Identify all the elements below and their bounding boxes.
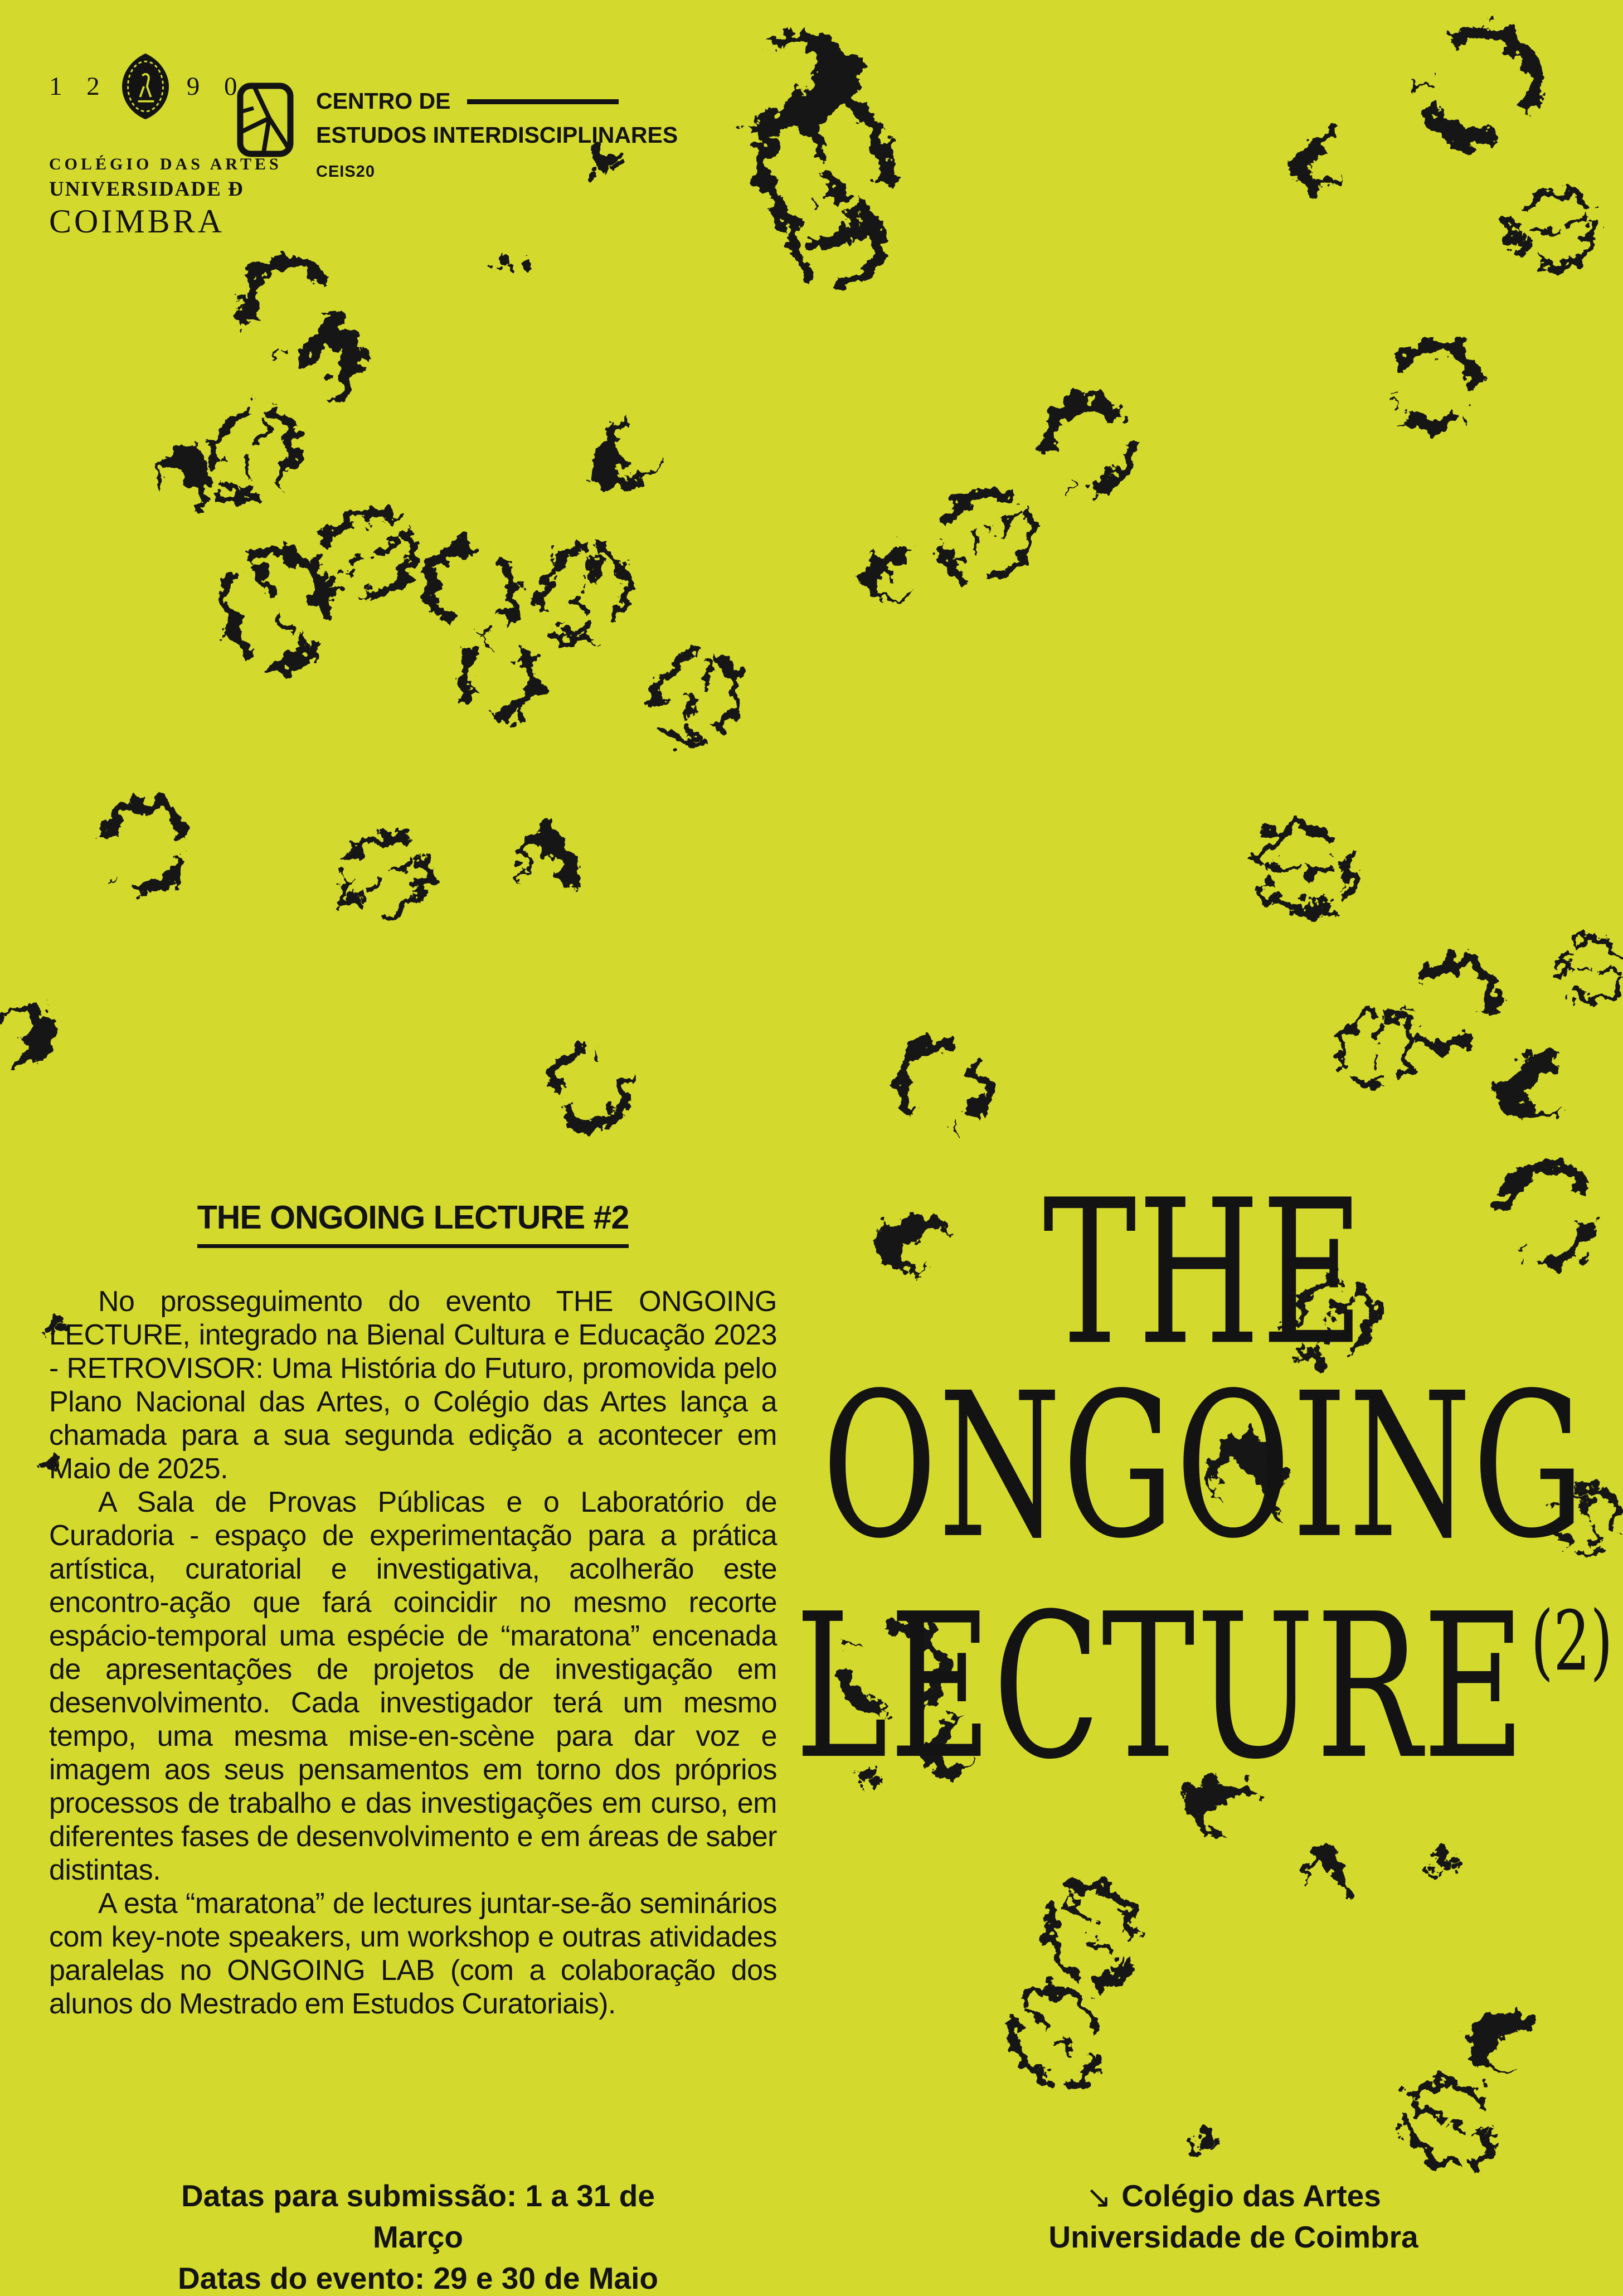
display-title [785,1157,1623,1804]
credits-college: Colégio das Artes [1121,2178,1381,2213]
display-title-line-lecture: LECTURE$^{(2)}$ [795,1571,1613,1804]
ceis20-logo-text [316,82,678,181]
article-heading [49,1198,777,1248]
article-column [49,1198,777,2021]
footer-credits [980,2175,1487,2258]
uc-year-prefix: 1 2 [49,72,109,101]
credits-line1 [980,2175,1487,2216]
ceis20-acronym: CEIS20 [316,163,375,181]
article-paragraph: A Sala de Provas Públicas e o Laboratório de Curadoria - espaço de experimentação para a prática artística, curatorial e investigativa, acolherão este encontro-ação que fará coincidir no mesmo recorte espácio-temporal uma espécie de “maratona” encenada de apresentações de projetos de investigação em desenvolvimento. Cada investigador terá um mesmo tempo, uma mesma mise-en-scène para dar voz e imagem aos seus pensamentos em torno dos próprios processos de trabalho e das investigações em curso, em diferentes fases de desenvolvimento e em áreas de saber distintas. [49,1486,777,1886]
uc-seal-icon [119,51,172,122]
display-title-line-the: THE [1043,1157,1365,1390]
ceis20-logo [237,82,678,181]
submission-dates: Datas para submissão: 1 a 31 de Março [181,2178,655,2254]
article-paragraph: A esta “maratona” de lectures juntar-se-ão seminários com key-note speakers, um workshop e outras atividades paralelas no ONGOING LAB (com a colaboração dos alunos do Mestrado em Estudos Curatoriais). [49,1887,777,2020]
arrow-down-right-icon: ↘ [1086,2179,1112,2214]
article-body [49,1285,777,2021]
article-heading-text: THE ONGOING LECTURE #2 [197,1198,629,1248]
ceis20-window-icon [237,82,294,157]
credits-university: Universidade de Coimbra [1048,2220,1418,2254]
centro-de-rule [467,99,619,104]
uc-logo-college-line: COLÉGIO DAS ARTES [49,155,282,173]
uc-logo-city-line: COIMBRA [49,203,225,240]
ceis20-line2: ESTUDOS INTERDISCIPLINARES [316,122,678,148]
ceis20-line1: CENTRO DE [316,88,451,114]
event-dates: Datas do evento: 29 e 30 de Maio [178,2261,658,2295]
footer-dates [162,2175,674,2296]
display-title-superscript: (2) [1530,1593,1613,1690]
uc-year-suffix: 9 0 [186,72,246,101]
uc-logo-university-line: UNIVERSIDADE Ð [49,178,244,201]
article-paragraph: No prosseguimento do evento THE ONGOING LECTURE, integrado na Bienal Cultura e Educação 2023 - RETROVISOR: Uma História do Futuro, promovida pelo Plano Nacional das Artes, o Colégio das Artes lança a chamada para a sua segunda edição a acontecer em Maio de 2025. [49,1285,777,1485]
display-title-line-ongoing: ONGOING [822,1350,1586,1583]
